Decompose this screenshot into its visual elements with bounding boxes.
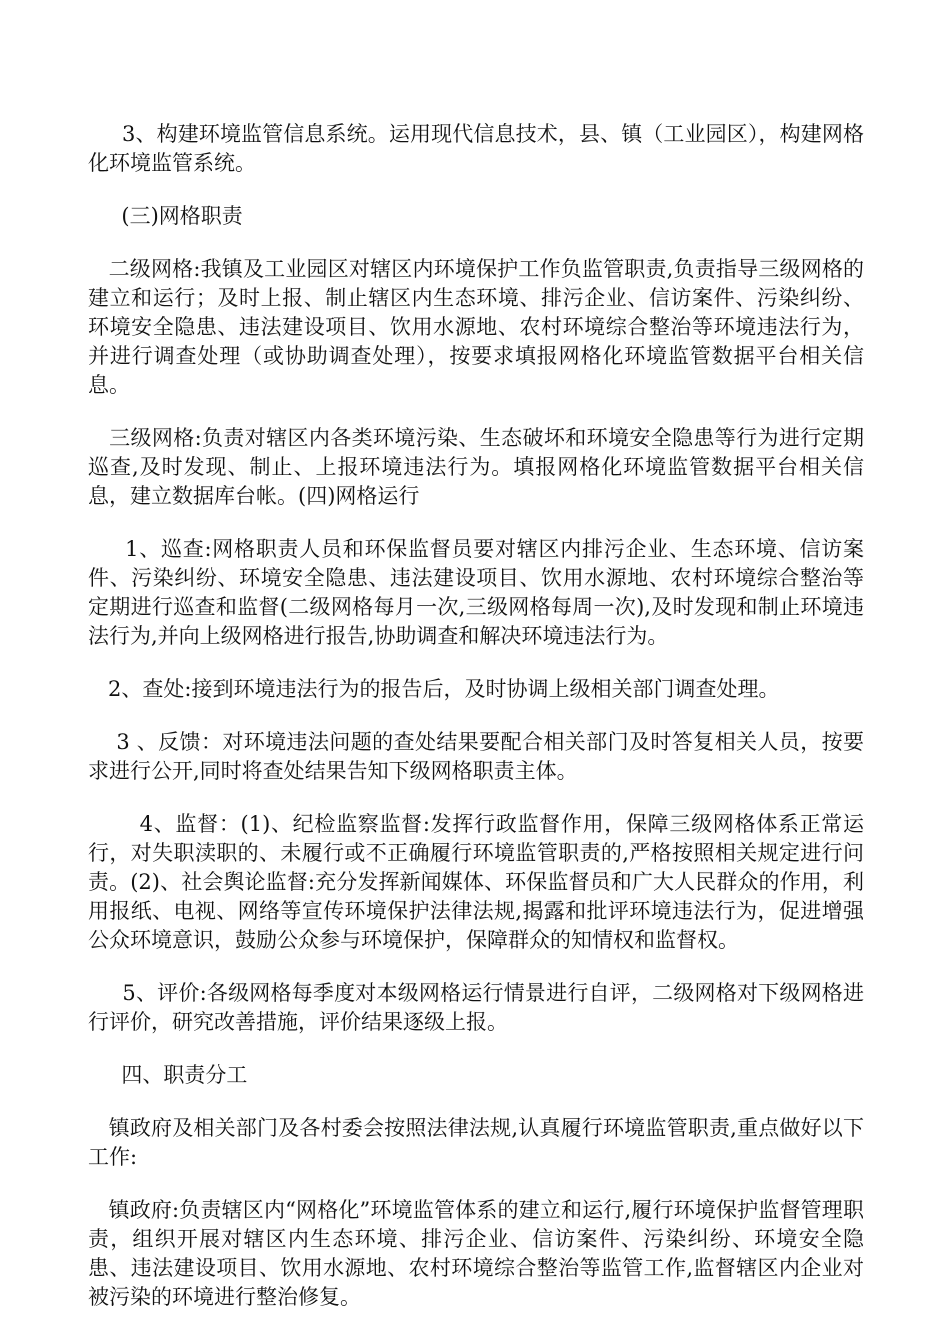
document-body (88, 120, 864, 1336)
paragraph-level-three-grid: 三级网格:负责对辖区内各类环境污染、生态破坏和环境安全隐患等行为进行定期巡查,及时发现、制止、上报环境违法行为。填报网格化环境监管数据平台相关信息，建立数据库台帐。(四)网格运行 (88, 426, 864, 508)
paragraph-handling: 2、查处:接到环境违法行为的报告后，及时协调上级相关部门调查处理。 (88, 677, 780, 701)
paragraph-feedback: 3 、反馈：对环境违法问题的查处结果要配合相关部门及时答复相关人员，按要求进行公开,同时将查处结果告知下级网格职责主体。 (88, 730, 864, 783)
paragraph-town-government: 镇政府:负责辖区内“网格化”环境监管体系的建立和运行,履行环境保护监督管理职责，组织开展对辖区内生态环境、排污企业、信访案件、污染纠纷、环境安全隐患、违法建设项目、饮用水源地、农村环境综合整治等监管工作,监督辖区内企业对被污染的环境进行整治修复。 (88, 1198, 864, 1309)
paragraph-evaluation: 5、评价:各级网格每季度对本级网格运行情景进行自评，二级网格对下级网格进行评价，研究改善措施，评价结果逐级上报。 (88, 981, 864, 1034)
section-heading-division-of-duties: 四、职责分工 (88, 1063, 248, 1087)
paragraph-level-two-grid: 二级网格:我镇及工业园区对辖区内环境保护工作负监管职责,负责指导三级网格的建立和运行；及时上报、制止辖区内生态环境、排污企业、信访案件、污染纠纷、环境安全隐患、违法建设项目、饮用水源地、农村环境综合整治等环境违法行为，并进行调查处理（或协助调查处理），按要求填报网格化环境监管数据平台相关信息。 (88, 257, 865, 397)
paragraph-info-system: 3、构建环境监管信息系统。运用现代信息技术，县、镇（工业园区），构建网格化环境监管系统。 (88, 122, 864, 175)
paragraph-departments: 镇政府及相关部门及各村委会按照法律法规,认真履行环境监管职责,重点做好以下工作: (88, 1116, 864, 1169)
section-heading-grid-duties: (三)网格职责 (88, 204, 243, 228)
paragraph-supervision: 4、监督：(1)、纪检监察监督:发挥行政监督作用，保障三级网格体系正常运行，对失职渎职的、未履行或不正确履行环境监管职责的,严格按照相关规定进行问责。(2)、社会舆论监督:充分发挥新闻媒体、环保监督员和广大人民群众的作用，利用报纸、电视、网络等宣传环境保护法律法规,揭露和批评环境违法行为，促进增强公众环境意识，鼓励公众参与环境保护，保障群众的知情权和监督权。 (88, 812, 865, 952)
paragraph-inspection: 1、巡查:网格职责人员和环保监督员要对辖区内排污企业、生态环境、信访案件、污染纠纷、环境安全隐患、违法建设项目、饮用水源地、农村环境综合整治等定期进行巡查和监督(二级网格每月一次,三级网格每周一次),及时发现和制止环境违法行为,并向上级网格进行报告,协助调查和解决环境违法行为。 (88, 537, 864, 648)
